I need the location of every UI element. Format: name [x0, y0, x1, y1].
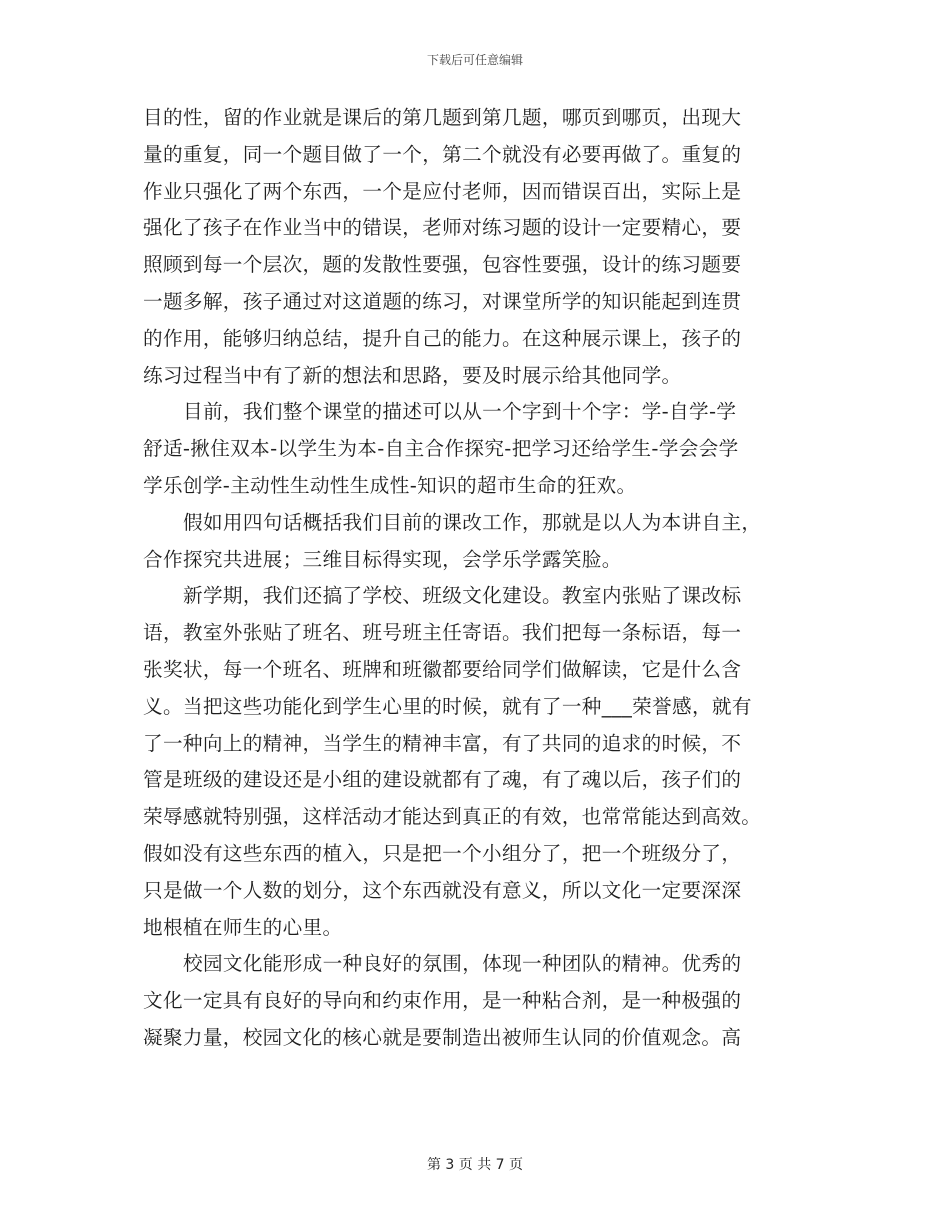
- text-line: 假如用四句话概括我们目前的课改工作，那就是以人为本讲自主，: [183, 510, 762, 534]
- page-header: 下载后可任意编辑: [426, 53, 523, 67]
- text-line: 语，教室外张贴了班名、班号班主任寄语。我们把每一条标语，每一: [143, 621, 742, 645]
- text-line: 目的性，留的作业就是课后的第几题到第几题，哪页到哪页，出现大: [143, 106, 742, 129]
- text-line: 文化一定具有良好的导向和约束作用，是一种粘合剂，是一种极强的: [143, 989, 742, 1013]
- text-line: 管是班级的建设还是小组的建设就都有了魂，有了魂以后，孩子们的: [143, 768, 742, 792]
- text-line: 的作用，能够归纳总结，提升自己的能力。在这种展示课上，孩子的: [143, 326, 742, 350]
- text-line: 舒适-揪住双本-以学生为本-自主合作探究-把学习还给学生-学会会学: [143, 437, 739, 461]
- text-line: 照顾到每一个层次，题的发散性要强，包容性要强，设计的练习题要: [143, 253, 742, 277]
- text-line: 目前，我们整个课堂的描述可以从一个字到十个字：学-自学-学: [183, 400, 737, 424]
- text-line: 张奖状，每一个班名、班牌和班徽都要给同学们做解读，它是什么含: [143, 657, 742, 681]
- text-line: 荣辱感就特别强，这样活动才能达到真正的有效，也常常能达到高效。: [143, 805, 762, 829]
- text-line: 校园文化能形成一种良好的氛围，体现一种团队的精神。优秀的: [183, 952, 742, 976]
- text-line: 义。当把这些功能化到学生心里的时候，就有了一种___荣誉感，就有: [143, 694, 752, 718]
- text-line: 量的重复，同一个题目做了一个，第二个就没有必要再做了。重复的: [143, 142, 742, 166]
- text-line: 新学期，我们还搞了学校、班级文化建设。教室内张贴了课改标: [183, 584, 742, 608]
- text-line: 作业只强化了两个东西，一个是应付老师，因而错误百出，实际上是: [143, 179, 742, 203]
- text-line: 假如没有这些东西的植入，只是把一个小组分了，把一个班级分了，: [143, 841, 742, 865]
- page-number-footer: 第 3 页 共 7 页: [426, 1157, 524, 1173]
- text-line: 合作探究共进展；三维目标得实现，会学乐学露笑脸。: [143, 547, 622, 571]
- text-line: 只是做一个人数的划分，这个东西就没有意义，所以文化一定要深深: [143, 878, 742, 902]
- text-line: 地根植在师生的心里。: [143, 915, 343, 939]
- text-line: 强化了孩子在作业当中的错误，老师对练习题的设计一定要精心，要: [143, 216, 742, 240]
- text-line: 一题多解，孩子通过对这道题的练习，对课堂所学的知识能起到连贯: [143, 289, 742, 313]
- text-line: 凝聚力量，校园文化的核心就是要制造出被师生认同的价值观念。高: [143, 1025, 742, 1049]
- document-body: [143, 100, 807, 1057]
- text-line: 学乐创学-主动性生动性生成性-知识的超市生命的狂欢。: [143, 473, 637, 497]
- text-line: 练习过程当中有了新的想法和思路，要及时展示给其他同学。: [143, 363, 682, 387]
- text-line: 了一种向上的精神，当学生的精神丰富，有了共同的追求的时候，不: [143, 731, 742, 755]
